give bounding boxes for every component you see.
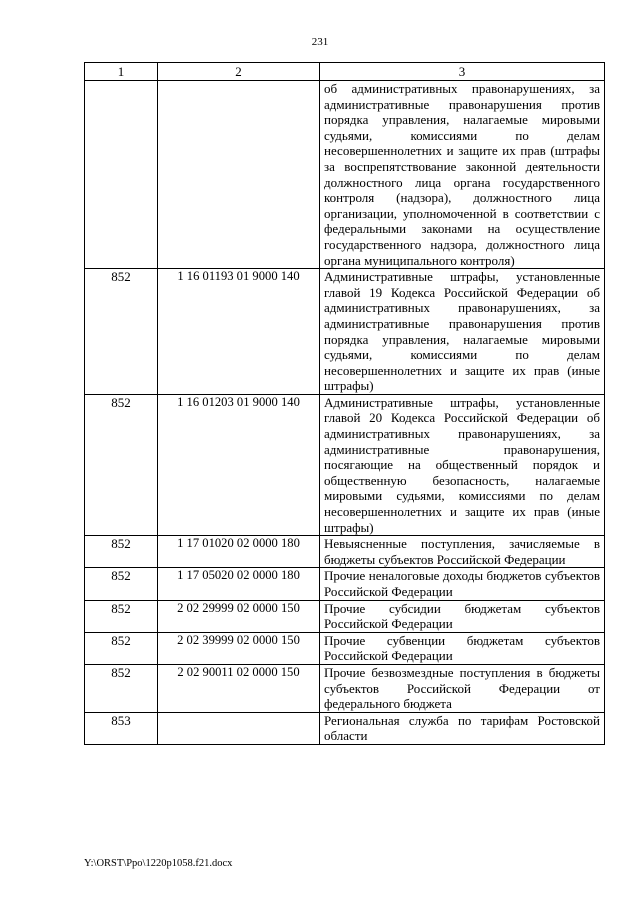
table-header <box>85 63 605 81</box>
table-row <box>85 394 605 535</box>
column-header-2: 2 <box>158 63 320 81</box>
administrator-code-cell: 852 <box>85 632 158 664</box>
administrator-code-cell: 852 <box>85 568 158 600</box>
revenue-code-cell: 2 02 29999 02 0000 150 <box>158 600 320 632</box>
table-row <box>85 568 605 600</box>
administrator-code-cell: 852 <box>85 536 158 568</box>
revenue-name-cell: об административных правонарушениях, за административные правонарушения против порядка управления, налагаемые мировыми судьями, комиссиями по делам несовершеннолетних и защите их прав (штрафы за воспрепятствование законной деятельности должностного лица органа государственного контроля (надзора), должностного лица организации, уполномоченной в соответствии с федеральными законами на осуществление государственного надзора, должностного лица органа муниципального контроля) <box>320 81 605 269</box>
table-body <box>85 81 605 745</box>
revenue-name-cell: Прочие субвенции бюджетам субъектов Российской Федерации <box>320 632 605 664</box>
revenue-name-cell: Региональная служба по тарифам Ростовской области <box>320 712 605 744</box>
table-row <box>85 600 605 632</box>
table-row <box>85 269 605 395</box>
revenue-code-cell <box>158 81 320 269</box>
administrator-code-cell <box>85 81 158 269</box>
revenue-name-cell: Административные штрафы, установленные главой 20 Кодекса Российской Федерации об административных правонарушениях, за административные правонарушения, посягающие на общественный порядок и общественную безопасность, налагаемые мировыми судьями, комиссиями по делам несовершеннолетних и защите их прав (иные штрафы) <box>320 394 605 535</box>
table-row <box>85 81 605 269</box>
column-header-3: 3 <box>320 63 605 81</box>
administrator-code-cell: 852 <box>85 600 158 632</box>
column-header-1: 1 <box>85 63 158 81</box>
revenue-code-cell: 1 16 01203 01 9000 140 <box>158 394 320 535</box>
revenue-code-cell: 1 16 01193 01 9000 140 <box>158 269 320 395</box>
table-row <box>85 536 605 568</box>
revenue-name-cell: Невыясненные поступления, зачисляемые в бюджеты субъектов Российской Федерации <box>320 536 605 568</box>
revenue-code-cell: 2 02 39999 02 0000 150 <box>158 632 320 664</box>
administrator-code-cell: 852 <box>85 269 158 395</box>
header-row <box>85 63 605 81</box>
revenue-name-cell: Прочие неналоговые доходы бюджетов субъектов Российской Федерации <box>320 568 605 600</box>
table-row <box>85 632 605 664</box>
administrator-code-cell: 852 <box>85 394 158 535</box>
revenue-name-cell: Административные штрафы, установленные главой 19 Кодекса Российской Федерации об административных правонарушениях, за административные правонарушения против порядка управления, налагаемые мировыми судьями, комиссиями по делам несовершеннолетних и защите их прав (иные штрафы) <box>320 269 605 395</box>
document-file-path: Y:\ORST\Ppo\1220p1058.f21.docx <box>84 858 233 869</box>
budget-classification-table <box>84 62 605 745</box>
revenue-code-cell: 2 02 90011 02 0000 150 <box>158 664 320 712</box>
administrator-code-cell: 852 <box>85 664 158 712</box>
table-row <box>85 664 605 712</box>
administrator-code-cell: 853 <box>85 712 158 744</box>
revenue-code-cell: 1 17 05020 02 0000 180 <box>158 568 320 600</box>
page-number: 231 <box>311 36 329 48</box>
revenue-code-cell: 1 17 01020 02 0000 180 <box>158 536 320 568</box>
revenue-name-cell: Прочие безвозмездные поступления в бюджеты субъектов Российской Федерации от федерального бюджета <box>320 664 605 712</box>
revenue-name-cell: Прочие субсидии бюджетам субъектов Российской Федерации <box>320 600 605 632</box>
revenue-code-cell <box>158 712 320 744</box>
table-row <box>85 712 605 744</box>
